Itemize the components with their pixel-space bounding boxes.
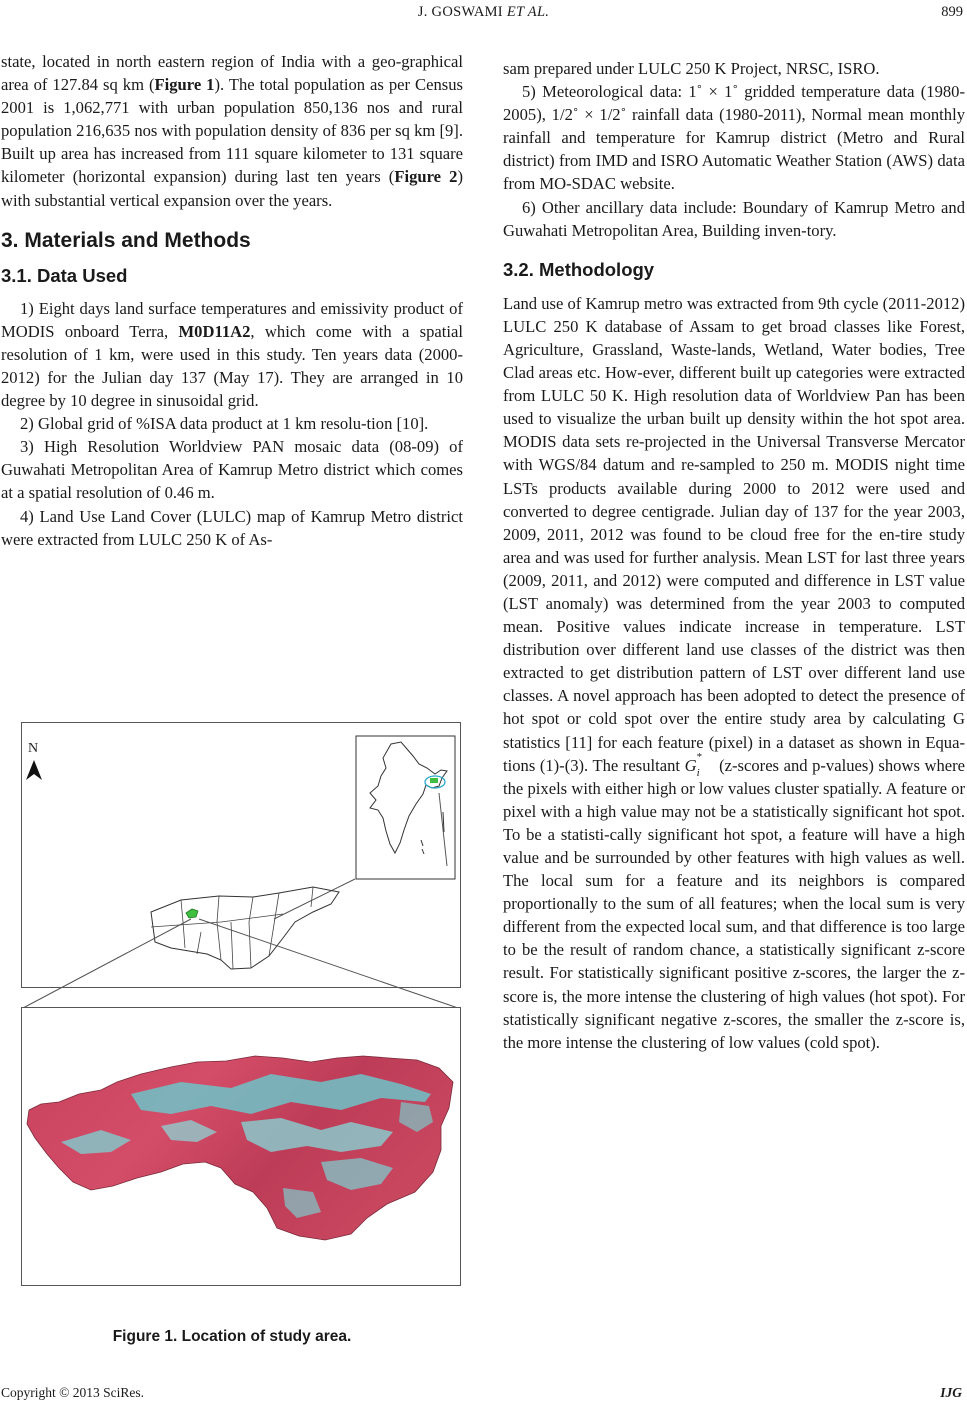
right-column — [503, 57, 965, 1054]
journal-abbreviation: IJG — [940, 1385, 962, 1400]
assam-highlight — [430, 778, 438, 783]
data-item-2: 2) Global grid of %ISA data product at 1 km resolu-tion [10]. — [20, 414, 429, 434]
item1-text-b: , which come with a spatial resolution of 1 km, were used in this study. Ten years data (2000-2012) for the Julian day 137 (May 17). They are arranged in 10 degree by 10 degree in sinusoidal grid. — [1, 321, 463, 411]
page-number: 899 — [941, 4, 963, 20]
data-item-4: 4) Land Use Land Cover (LULC) map of Kamrup Metro district were extracted from LULC 250 K of As- — [1, 506, 463, 549]
left-column — [1, 50, 463, 551]
method-text-b: (z-scores and p-values) shows where the pixels with either high or low values cluster spatially. A feature or pixel with a high value may not be a statistically significant hot spot. To be a statisti-cally significant hot spot, a feature will have a high value and be surrounded by other features with high values as well. The local sum for a feature and its neighbors is compared proportionally to the sum of all features; when the local sum is very different from the expected local sum, and that difference is too large to be the result of random chance, a statistically significant z-score result. For statistically significant positive z-scores, the larger the z-score is, the more intense the clustering of high values (hot spot). For statistically significant negative z-scores, the smaller the z-score is, the more intense the clustering of low values (cold spot). — [503, 755, 966, 1052]
running-head — [0, 4, 967, 21]
subsection-title-data-used: 3.1. Data Used — [1, 264, 128, 286]
item1-text-a: 1) Eight days land surface temperatures and emissivity product of MODIS onboard Terra, — [1, 298, 463, 341]
location-map-figure — [21, 722, 461, 1287]
copyright-notice: Copyright © 2013 SciRes. — [1, 1385, 145, 1400]
gi-base: G — [684, 755, 697, 775]
intro-text-b: ). The total population as per Census 2001 is 1,062,771 with urban population 850,136 nos and rural population 216,635 nos with population density of 836 per sq km [9]. Built up area has increased from 111 square kilometer to 131 square kilometer (horizontal expansion) during last ten years ( — [1, 75, 463, 187]
section-title: 3. Materials and Methods — [1, 228, 251, 252]
page-header — [0, 2, 967, 26]
north-label: N — [28, 741, 39, 756]
figure-caption: Figure 1. Location of study area. — [112, 1328, 352, 1345]
subsection-title-methodology: 3.2. Methodology — [503, 258, 655, 280]
data-item-4-continued: sam prepared under LULC 250 K Project, NRSC, ISRO. — [503, 59, 880, 78]
running-head-etal: ET AL. — [506, 4, 550, 20]
methodology-paragraph — [503, 292, 965, 1054]
data-item-5: 5) Meteorological data: 1˚ × 1˚ gridded temperature data (1980-2005), 1/2˚ × 1/2˚ rainfall data (1980-2011), Normal mean monthly rainfall and temperature for Kamrup district (Metro and Rural district) from IMD and ISRO Automatic Weather Station (AWS) data from MO-SDAC website. — [503, 82, 965, 194]
intro-text-a: state, located in north eastern region of India with a geo-graphical area of 127.84 sq km ( — [1, 52, 463, 95]
running-head-author: J. GOSWAMI — [417, 4, 503, 20]
gi-subscript: i — [696, 766, 700, 779]
method-text-a: Land use of Kamrup metro was extracted from 9th cycle (2011-2012) LULC 250 K database of Assam to get broad classes like Forest, Agriculture, Grassland, Waste-lands, Wetland, Water bodies, Tree Clad areas etc. How-ever, different built up categories were extracted from LULC 50 K. High resolution data of Worldview Pan has been used to visualize the urban built up density within the hot spot area. MODIS data sets re-projected in the Universal Transverse Mercator with WGS/84 datum and re-sampled to 250 m. MODIS night time LSTs products available during 2000 to 2012 were used and converted to degree centigrade. Julian day of 137 for the year 2003, 2009, 2011, 2012 was found to be cloud free for the en-tire study area and was used for further analysis. Mean LST for last three years (2009, 2011, and 2012) were computed and difference in LST value (LST anomaly) was determined from the year 2003 to computed mean. Positive values indicate increase in temperature. LST distribution over different land use classes of the district was then extracted to get distribution pattern of LST over different land use classes. A novel approach has been adopted to detect the presence of hot spot or cold spot over the entire study area by calculating G statistics [11] for each feature (pixel) in a dataset as shown in Equa-tions (1)-(3). The resultant — [503, 293, 966, 775]
data-item-3: 3) High Resolution Worldview PAN mosaic data (08-09) of Guwahati Metropolitan Area of Kamrup Metro district which comes at a spatial resolution of 0.46 m. — [1, 437, 463, 503]
intro-text-c: ) with substantial vertical expansion over the years. — [1, 167, 463, 210]
figure-1 — [21, 722, 461, 1287]
gi-superscript: * — [696, 750, 703, 763]
figure-2-reference[interactable]: Figure 2 — [394, 167, 458, 187]
intro-paragraph — [1, 50, 463, 212]
gi-star-symbol — [684, 750, 715, 779]
figure-1-reference[interactable]: Figure 1 — [154, 75, 215, 95]
data-item-6: 6) Other ancillary data include: Boundary of Kamrup Metro and Guwahati Metropolitan Area, Building inven-tory. — [503, 197, 965, 240]
product-name: M0D11A2 — [178, 321, 251, 341]
data-item-1 — [1, 297, 463, 412]
